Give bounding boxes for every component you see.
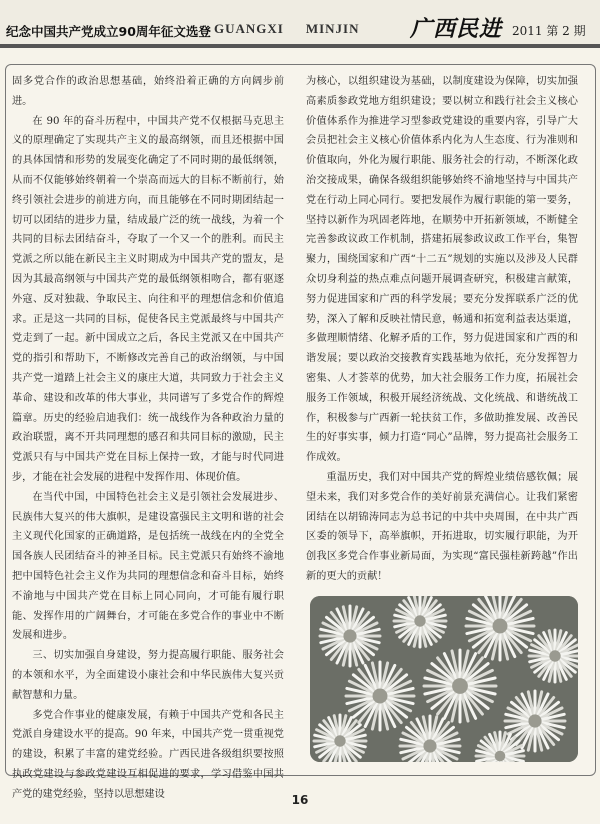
article-column-left	[12, 72, 284, 804]
chrysanthemum-photo	[310, 596, 578, 762]
section-heading: 三、切实加强自身建设，努力提高履行职能、服务社会的本领和水平，为全面建设小康社会和中华民族伟大复兴贡献智慧和力量。	[12, 650, 284, 701]
magazine-english-name	[214, 21, 360, 37]
english-name-left: GUANGXI	[214, 21, 284, 36]
closing-paragraph: 重温历史，我们对中国共产党的辉煌业绩倍感钦佩；展望未来，我们对多党合作的美好前景充满信心。让我们紧密团结在以胡锦涛同志为总书记的中共中央周围，在中共广西区委的领导下，高举旗帜，开拓进取，切实履行职能，为开创我区多党合作事业新局面，为实现“富民强桂新跨越”作出新的更大的贡献！	[306, 471, 578, 582]
article-paragraph: 在当代中国，中国特色社会主义是引领社会发展进步、民族伟大复兴的伟大旗帜，是建设富强民主文明和谐的社会主义现代化国家的正确道路，是包括统一战线在内的全党全国各族人民团结奋斗的神圣目标。民主党派只有始终不渝地把中国特色社会主义作为共同的理想信念和奋斗目标，始终不渝地与中国共产党在目标上同心同向，才可能有履行职能、发挥作用的广阔舞台，才可能在多党合作的事业中不断发展和进步。	[12, 491, 284, 642]
article-column-right	[306, 72, 578, 587]
article-paragraph: 为核心，以组织建设为基础，以制度建设为保障，切实加强高素质参政党地方组织建设；要以树立和践行社会主义核心价值体系作为推进学习型参政党建设的重要内容，引导广大会员把社会主义核心价值体系内化为人生态度、行为准则和价值取向，外化为履行职能、服务社会的行动，不断深化政治交接成果，确保各级组织能够始终不渝地坚持与中国共产党在行动上同心同行。要把发展作为履行职能的第一要务，坚持以新作为巩固老阵地，在顺势中开拓新领域，不断健全完善参政议政工作机制，搭建拓展参政议政工作平台，集智聚力，围绕国家和广西“十二五”规划的实施以及涉及人民群众切身利益的热点难点问题开展调查研究，积极建言献策，努力促进国家和广西的科学发展；要充分发挥联系广泛的优势，深入了解和反映社情民意，畅通和拓宽利益表达渠道，多做理顺情绪、化解矛盾的工作，努力促进国家和广西的和谐发展；要以政治交接教育实践基地为依托，充分发挥智力密集、人才荟萃的优势，加大社会服务工作力度，拓展社会服务工作领域，积极开展经济统战、文化统战、和谐统战工作，积极参与广西新一轮扶贫工作，多做助推发展、改善民生的好事实事，倾力打造“同心”品牌，努力提高社会服务工作成效。	[306, 76, 578, 464]
flower-illustration	[310, 596, 578, 762]
issue-number: 2011 第 2 期	[512, 24, 586, 38]
article-paragraph: 在 90 年的奋斗历程中，中国共产党不仅根据马克思主义的原理确定了实现共产主义的最高纲领，而且还根据中国的具体国情和形势的发展变化确定了不同时期的最低纲领，从而不仅能够始终朝着一个崇高而远大的目标不断前行，始终引领社会进步的前进方向，而且能够在不同时期团结起一切可以团结的进步力量，结成最广泛的统一战线，为着一个共同的目标去团结奋斗，夺取了一个又一个的胜利。而民主党派之所以能在新民主主义时期成为中国共产党的盟友，是因为其最高纲领与中国共产党的最低纲领相吻合，都有驱逐外寇、反对独裁、争取民主、向往和平的理想信念和价值追求。正是这一共同的目标，促使各民主党派最终与中国共产党走到了一起。新中国成立之后，各民主党派又在中国共产党的指引和帮助下，不断修改完善自己的政治纲领，与中国共产党一道踏上社会主义的康庄大道，共同致力于社会主义革命、建设和改革的伟大事业，共同谱写了多党合作的辉煌篇章。历史的经验启迪我们：统一战线作为各种政治力量的政治联盟，离不开共同理想的感召和共同目标的激励，民主党派只有与中国共产党在目标上保持一致，才能与时代同进步，才能在社会发展的进程中发挥作用、体现价值。	[12, 115, 284, 483]
header-divider	[0, 44, 600, 48]
magazine-logo: 广西民进	[410, 16, 503, 42]
page-number: 16	[291, 793, 309, 807]
article-paragraph: 多党合作事业的健康发展，有赖于中国共产党和各民主党派自身建设水平的提高。90 年来，中国共产党一贯重视党的建设，积累了丰富的建党经验。广西民进各级组织要按照执政党建设与参政党建设互相促进的要求，学习借鉴中国共产党的建党经验，坚持以思想建设	[12, 709, 284, 800]
english-name-right: MINJIN	[305, 21, 360, 36]
article-paragraph: 固多党合作的政治思想基础，始终沿着正确的方向阔步前进。	[12, 76, 284, 107]
column-title: 纪念中国共产党成立90周年征文选登	[6, 24, 211, 39]
